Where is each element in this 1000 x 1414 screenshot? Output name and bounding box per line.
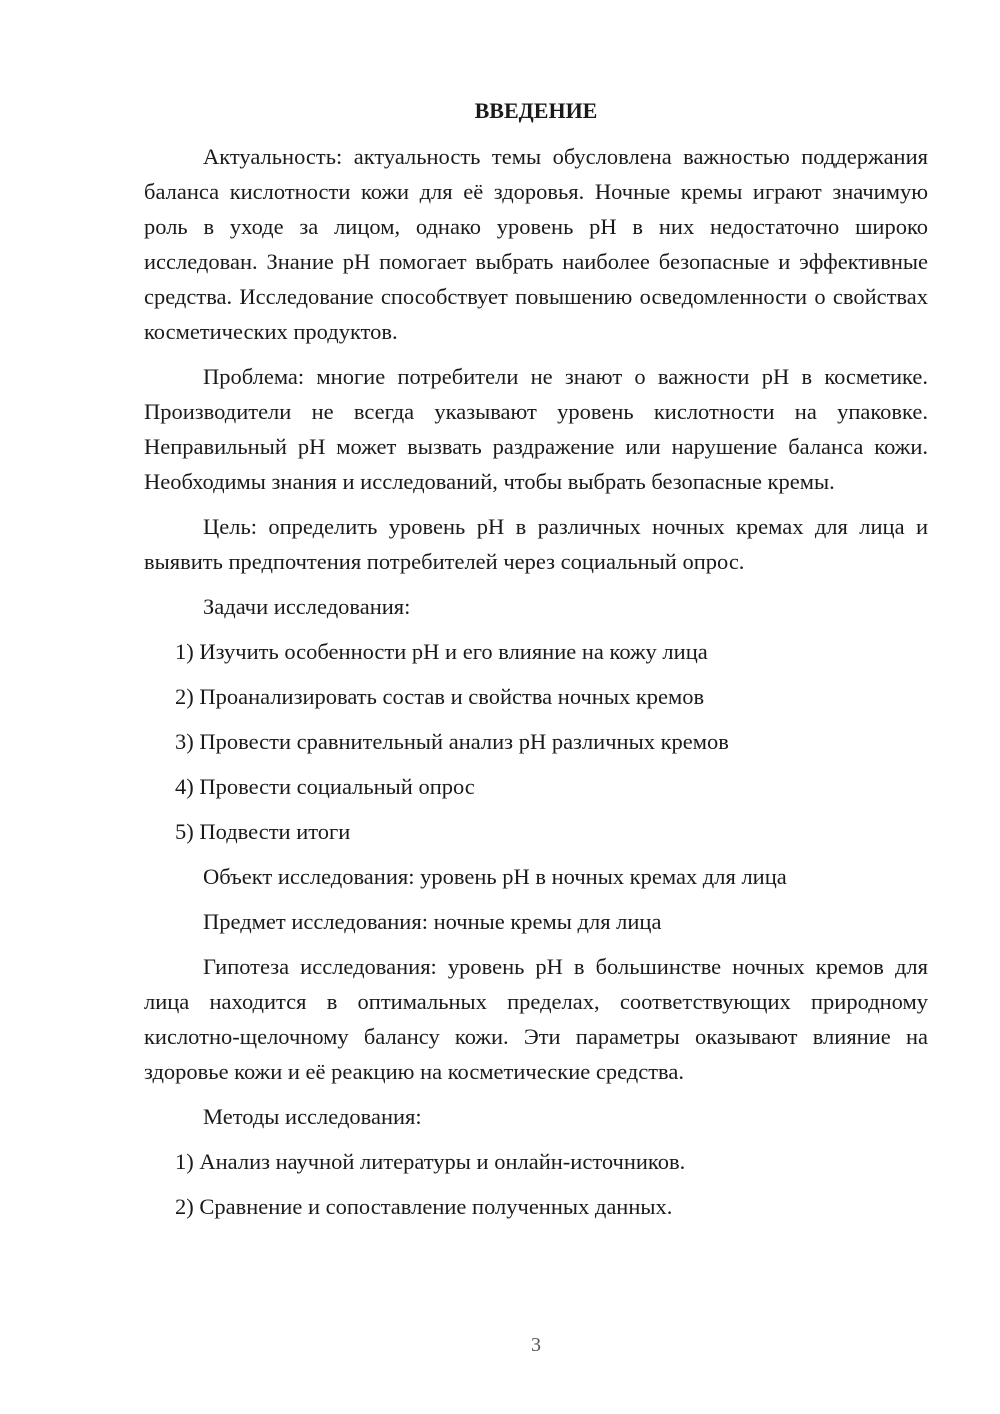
section-title: ВВЕДЕНИЕ: [474, 98, 598, 123]
task-item-4: 4) Провести социальный опрос: [175, 774, 475, 799]
method-item-2: 2) Сравнение и сопоставление полученных данных.: [175, 1194, 673, 1219]
relevance-paragraph: Актуальность: актуальность темы обусловлена важностью поддержания баланса кислотности кожи для её здоровья. Ночные кремы играют значимую роль в уходе за лицом, однако уровень pH в них недостаточно широко исследован. Знание pH помогает выбрать наиболее безопасные и эффективные средства. Исследование способствует повышению осведомленности о свойствах косметических продуктов.: [144, 144, 928, 344]
task-item-5: 5) Подвести итоги: [175, 819, 351, 844]
research-object: Объект исследования: уровень pH в ночных кремах для лица: [203, 864, 787, 889]
page-number: 3: [531, 1334, 541, 1356]
problem-paragraph: Проблема: многие потребители не знают о важности pH в косметике. Производители не всегда указывают уровень кислотности на упаковке. Неправильный pH может вызвать раздражение или нарушение баланса кожи. Необходимы знания и исследований, чтобы выбрать безопасные кремы.: [144, 364, 928, 494]
task-item-3: 3) Провести сравнительный анализ pH различных кремов: [175, 729, 729, 754]
page-content: [144, 95, 928, 1234]
goal-paragraph: Цель: определить уровень pH в различных ночных кремах для лица и выявить предпочтения потребителей через социальный опрос.: [144, 514, 928, 574]
research-subject: Предмет исследования: ночные кремы для лица: [203, 909, 662, 934]
method-item-1: 1) Анализ научной литературы и онлайн-источников.: [175, 1149, 686, 1174]
task-item-2: 2) Проанализировать состав и свойства ночных кремов: [175, 684, 705, 709]
task-item-1: 1) Изучить особенности pH и его влияние на кожу лица: [175, 639, 708, 664]
hypothesis-paragraph: Гипотеза исследования: уровень pH в большинстве ночных кремов для лица находится в оптимальных пределах, соответствующих природному кислотно-щелочному балансу кожи. Эти параметры оказывают влияние на здоровье кожи и её реакцию на косметические средства.: [144, 954, 928, 1084]
methods-heading: Методы исследования:: [203, 1104, 422, 1129]
tasks-heading: Задачи исследования:: [203, 594, 411, 619]
